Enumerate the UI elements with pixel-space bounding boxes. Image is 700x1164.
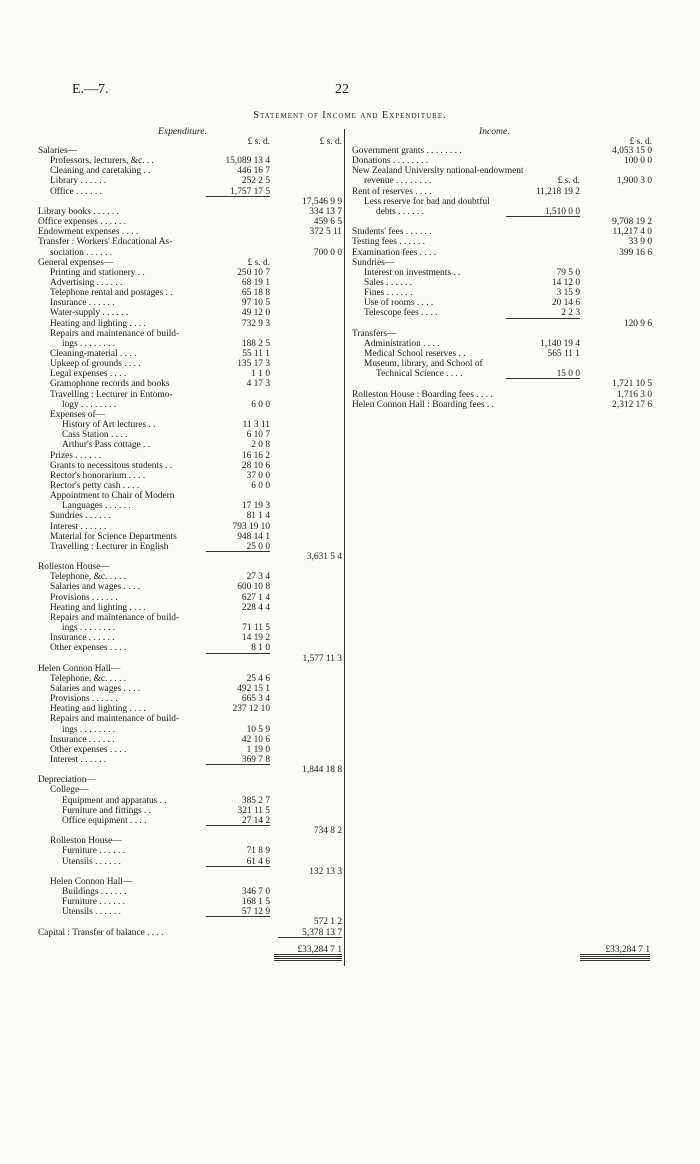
income-amount-c1: 14 12 0: [551, 277, 580, 288]
expenditure-row-label: Furniture and fittings . .: [62, 805, 152, 816]
expenditure-subtotal-rule: [278, 937, 342, 938]
expenditure-amount-c2: 5,378 13 7: [302, 927, 342, 938]
expenditure-amount-c1: 61 4 6: [246, 856, 270, 867]
expenditure-row-label: Helen Connon Hall—: [38, 663, 121, 674]
expenditure-row-label: Repairs and maintenance of build-: [50, 714, 180, 725]
expenditure-row-label: Equipment and apparatus . .: [62, 795, 167, 806]
expenditure-row-label: ings . . . . . . . .: [62, 338, 116, 349]
expenditure-row-label: Travelling : Lecturer in English: [50, 541, 169, 552]
expenditure-amount-c2: 734 8 2: [313, 826, 342, 837]
expenditure-amount-c1: 27 3 4: [246, 572, 270, 583]
expenditure-row-label: Appointment to Chair of Modern: [50, 491, 175, 502]
expenditure-amount-c2: 3,631 5 4: [306, 552, 342, 562]
expenditure-row-label: Prizes . . . . . .: [50, 450, 102, 461]
expenditure-amount-c1: 665 3 4: [241, 694, 270, 705]
income-amount-c2: 399 16 6: [619, 247, 652, 258]
expenditure-row-label: Heating and lighting . . . .: [50, 704, 146, 715]
expenditure-row-label: logy . . . . . . . .: [62, 399, 117, 410]
income-row-label: Technical Science . . . .: [376, 369, 463, 380]
expenditure-row-label: Transfer : Workers' Educational As-: [38, 237, 173, 248]
expenditure-row-label: Travelling : Lecturer in Entomo-: [50, 389, 173, 400]
expenditure-row-label: College—: [50, 785, 89, 796]
expenditure-amount-c1: 346 7 0: [241, 886, 270, 897]
expenditure-row-label: Upkeep of grounds . . . .: [50, 359, 141, 370]
statement-title-text: Statement of Income and Expenditure.: [253, 110, 447, 121]
expenditure-amount-c1: 600 10 8: [237, 582, 270, 593]
expenditure-amount-c1: 135 17 3: [237, 359, 270, 370]
expenditure-row-label: sociation . . . . . .: [50, 247, 112, 258]
expenditure-amount-c1: 42 10 6: [241, 734, 270, 745]
income-row-label: Transfers—: [352, 328, 397, 339]
income-row-label: revenue . . . . . . . .: [364, 176, 432, 187]
expenditure-amount-c1: 1 1 0: [251, 369, 270, 380]
expenditure-row-label: Endowment expenses . . . .: [38, 227, 139, 238]
expenditure-amount-c1: 1 19 0: [246, 744, 270, 755]
expenditure-row-label: Professors, lecturers, &c. . .: [50, 156, 154, 167]
expenditure-row-label: Interest . . . . . .: [50, 755, 107, 765]
expenditure-amount-c1: 2 0 8: [251, 440, 270, 451]
income-amount-c2: 1,721 10 5: [612, 379, 652, 390]
income-total-underline: [580, 958, 650, 961]
expenditure-amount-c1: 55 11 1: [242, 349, 270, 359]
income-amount-c2: 120 9 6: [623, 318, 652, 329]
expenditure-amount-c1: 14 19 2: [241, 633, 270, 644]
income-amount-c2: 9,708 19 2: [612, 217, 652, 228]
income-row-label: debts . . . . . .: [376, 206, 424, 217]
expenditure-row-label: Rolleston House—: [38, 562, 110, 573]
expenditure-row-label: Buildings . . . . . .: [62, 886, 127, 897]
page-number: 22: [335, 82, 349, 97]
expenditure-amount-c1: 57 12 9: [241, 907, 270, 918]
income-amount-c1: 3 15 9: [556, 288, 580, 299]
expenditure-amount-c1: 28 10 6: [241, 460, 270, 471]
expenditure-row-label: Rolleston House—: [50, 836, 122, 847]
expenditure-amount-c1: 1,757 17 5: [230, 186, 270, 197]
expenditure-amount-c2: 372 5 11: [309, 227, 342, 238]
income-amount-c2: 100 0 0: [623, 156, 652, 167]
expenditure-amount-c1: 237 12 10: [232, 704, 270, 715]
expenditure-amount-c1: 168 1 5: [241, 897, 270, 908]
income-row-label: Museum, library, and School of: [364, 359, 483, 370]
expenditure-amount-c2: 17,546 9 9: [302, 196, 342, 207]
expenditure-row-label: Languages . . . . . .: [62, 501, 131, 512]
expenditure-row-label: Rector's petty cash . . . .: [50, 480, 140, 491]
expenditure-amount-c1: 8 1 0: [251, 643, 270, 654]
expenditure-amount-c1: 6 0 0: [251, 399, 270, 410]
income-row-label: Testing fees . . . . . .: [352, 237, 426, 248]
expenditure-total: [274, 944, 342, 956]
expenditure-row-label: Office . . . . . .: [50, 186, 102, 197]
income-row-label: Donations . . . . . . . .: [352, 156, 429, 167]
income-row-label: New Zealand University national-endowment: [352, 166, 524, 177]
expenditure-row-label: Utensils . . . . . .: [62, 856, 121, 867]
expenditure-amount-c2: 572 1 2: [313, 917, 342, 928]
expenditure-row-label: Rector's honorarium . . . .: [50, 470, 146, 481]
expenditure-row-label: Expenses of—: [50, 409, 105, 420]
expenditure-heading: Expenditure.: [158, 126, 207, 137]
expenditure-row-label: Material for Science Departments: [50, 531, 177, 542]
expenditure-row-label: Cass Station . . . .: [62, 430, 128, 441]
statement-title: [0, 110, 700, 121]
expenditure-amount-c1: 49 12 0: [241, 308, 270, 319]
income-row-label: Interest on investments . .: [364, 267, 461, 278]
expenditure-amount-c1: 65 18 8: [241, 288, 270, 299]
income-row-label: Less reserve for bad and doubtful: [364, 196, 490, 207]
expenditure-amount-c1: 6 0 0: [251, 480, 270, 491]
expenditure-amount-c1: 10 5 9: [246, 724, 270, 735]
expenditure-amount-c1: 948 14 1: [237, 531, 270, 542]
expenditure-amount-c1: 228 4 4: [241, 602, 270, 613]
income-amount-c2: 4,053 15 0: [612, 146, 652, 156]
expenditure-amount-c1: 15,089 13 4: [225, 156, 270, 167]
expenditure-row-label: ings . . . . . . . .: [62, 724, 116, 735]
expenditure-amount-c1: 732 9 3: [241, 318, 270, 329]
expenditure-amount-c1: 4 17 3: [246, 379, 270, 390]
income-row-label: Rent of reserves . . . .: [352, 186, 432, 197]
income-amount-c2: 1,900 3 0: [616, 176, 652, 187]
expenditure-amount-c1: 385 2 7: [241, 795, 270, 806]
income-row-label: Use of rooms . . . .: [364, 298, 434, 309]
currency-header: £ s. d.: [629, 137, 652, 147]
expenditure-row-label: Library books . . . . . .: [38, 206, 119, 217]
expenditure-amount-c2: 334 13 7: [309, 206, 342, 217]
expenditure-amount-c1: 25 4 6: [246, 673, 270, 684]
income-row-label: Sales . . . . . .: [364, 277, 412, 288]
expenditure-amount-c1: 25 0 0: [246, 541, 270, 552]
expenditure-row-label: Other expenses . . . .: [50, 744, 127, 755]
expenditure-amount-c1: 492 15 1: [237, 683, 270, 694]
column-divider: [344, 129, 345, 966]
expenditure-row-label: Insurance . . . . . .: [50, 633, 115, 644]
income-amount-c1: £ s. d.: [557, 176, 580, 187]
expenditure-total-underline: [274, 958, 342, 961]
expenditure-row-label: Water-supply . . . . . .: [50, 308, 129, 319]
expenditure-row-label: Capital : Transfer of balance . . . .: [38, 927, 164, 938]
currency-header: £ s. d.: [319, 137, 342, 147]
expenditure-row-label: History of Art lectures . .: [62, 420, 156, 431]
income-row-label: Medical School reserves . .: [364, 349, 466, 359]
expenditure-row-label: Utensils . . . . . .: [62, 907, 121, 918]
income-amount-c1: 2 2 3: [561, 308, 580, 319]
expenditure-row-label: Arthur's Pass cottage . .: [62, 440, 151, 451]
expenditure-row-label: Cleaning and caretaking . .: [50, 166, 151, 177]
expenditure-row-label: Repairs and maintenance of build-: [50, 328, 180, 339]
expenditure-row-label: Telephone, &c. . . . .: [50, 572, 127, 583]
income-row-label: Rolleston House : Boarding fees . . . .: [352, 389, 493, 400]
expenditure-row-label: Repairs and maintenance of build-: [50, 612, 180, 623]
expenditure-amount-c1: 188 2 5: [241, 338, 270, 349]
income-row-label: Government grants . . . . . . . .: [352, 146, 462, 156]
expenditure-amount-c2: 459 6 5: [313, 217, 342, 228]
expenditure-row-label: Furniture . . . . . .: [62, 846, 126, 857]
income-amount-c2: 1,716 3 0: [616, 389, 652, 400]
expenditure-amount-c1: 17 19 3: [241, 501, 270, 512]
expenditure-amount-c2: 700 0 0: [313, 247, 342, 258]
expenditure-amount-c1: 71 11 5: [242, 623, 270, 634]
expenditure-row-label: Grants to necessitous students . .: [50, 460, 173, 471]
currency-header: £ s. d.: [247, 137, 270, 147]
expenditure-row-label: Telephone rental and postages . .: [50, 288, 173, 299]
expenditure-amount-c1: 369 7 8: [241, 755, 270, 765]
expenditure-row-label: Provisions . . . . . .: [50, 592, 118, 603]
report-reference: E.—7.: [72, 82, 109, 97]
expenditure-row-label: Office expenses . . . . . .: [38, 217, 127, 228]
income-heading: Income.: [479, 126, 510, 137]
expenditure-row-label: Salaries and wages . . . .: [50, 683, 141, 694]
expenditure-amount-c1: 81 1 4: [246, 511, 270, 522]
expenditure-amount-c1: 11 3 11: [242, 420, 270, 431]
income-total: [580, 944, 650, 956]
expenditure-amount-c1: 446 16 7: [237, 166, 270, 177]
expenditure-amount-c2: 1,577 11 3: [302, 653, 342, 664]
expenditure-amount-c1: £ s. d.: [247, 257, 270, 268]
expenditure-row-label: Sundries . . . . . .: [50, 511, 111, 522]
expenditure-amount-c2: 132 13 3: [309, 866, 342, 877]
expenditure-amount-c1: 68 19 1: [241, 277, 270, 288]
expenditure-total-value: £33,284 7 1: [297, 945, 342, 955]
expenditure-row-label: General expenses—: [38, 257, 114, 268]
income-amount-c2: 2,312 17 6: [612, 399, 652, 410]
income-row-label: Helen Connon Hall : Boarding fees . .: [352, 399, 494, 410]
expenditure-amount-c2: 1,844 18 8: [302, 765, 342, 776]
expenditure-amount-c1: 27 14 2: [241, 815, 270, 826]
income-row-label: Sundries—: [352, 257, 395, 268]
income-amount-c1: 1,510 0 0: [544, 206, 580, 217]
expenditure-row-label: Advertising . . . . . .: [50, 277, 123, 288]
expenditure-row-label: Furniture . . . . . .: [62, 897, 126, 908]
expenditure-amount-c1: 321 11 5: [237, 805, 270, 816]
income-amount-c1: 15 0 0: [556, 369, 580, 380]
expenditure-row-label: Depreciation—: [38, 775, 96, 786]
income-amount-c1: 11,218 19 2: [535, 186, 580, 197]
expenditure-row-label: Library . . . . . .: [50, 176, 107, 187]
income-row-label: Telescope fees . . . .: [364, 308, 438, 319]
expenditure-row-label: Legal expenses . . . .: [50, 369, 127, 380]
expenditure-row-label: Salaries and wages . . . .: [50, 582, 141, 593]
income-amount-c1: 79 5 0: [556, 267, 580, 278]
expenditure-amount-c1: 97 10 5: [241, 298, 270, 309]
income-amount-c2: 11,217 4 0: [612, 227, 652, 238]
expenditure-row-label: Heating and lighting . . . .: [50, 318, 146, 329]
expenditure-amount-c1: 71 8 9: [246, 846, 270, 857]
expenditure-amount-c1: 6 10 7: [246, 430, 270, 441]
expenditure-amount-c1: 37 0 0: [246, 470, 270, 481]
expenditure-row-label: Insurance . . . . . .: [50, 734, 115, 745]
income-amount-c1: 1,140 19 4: [540, 338, 580, 349]
income-amount-c2: 33 9 0: [628, 237, 652, 248]
expenditure-amount-c1: 627 1 4: [241, 592, 270, 603]
expenditure-row-label: Insurance . . . . . .: [50, 298, 115, 309]
income-row-label: Administration . . . .: [364, 338, 440, 349]
expenditure-row-label: Other expenses . . . .: [50, 643, 127, 654]
expenditure-row-label: Heating and lighting . . . .: [50, 602, 146, 613]
income-row: [352, 399, 652, 411]
expenditure-row-label: Gramophone records and books: [50, 379, 170, 390]
expenditure-row-label: Helen Connon Hall—: [50, 876, 133, 887]
expenditure-row-label: Cleaning-material . . . .: [50, 349, 137, 359]
expenditure-amount-c1: 16 16 2: [241, 450, 270, 461]
expenditure-row-label: Printing and stationery . .: [50, 267, 145, 278]
income-total-value: £33,284 7 1: [605, 945, 650, 955]
expenditure-row-label: Interest . . . . . .: [50, 521, 107, 532]
income-row-label: Examination fees . . . .: [352, 247, 437, 258]
expenditure-row-label: Telephone, &c. . . . .: [50, 673, 127, 684]
expenditure-amount-c1: 793 19 10: [232, 521, 270, 532]
expenditure-amount-c1: 250 10 7: [237, 267, 270, 278]
expenditure-row-label: Salaries—: [38, 146, 78, 156]
income-amount-c1: 20 14 6: [551, 298, 580, 309]
expenditure-amount-c1: 252 2 5: [241, 176, 270, 187]
expenditure-row-label: ings . . . . . . . .: [62, 623, 116, 634]
income-amount-c1: 565 11 1: [547, 349, 580, 359]
income-row-label: Fines . . . . . .: [364, 288, 413, 299]
income-row-label: Students' fees . . . . . .: [352, 227, 432, 238]
expenditure-row-label: Provisions . . . . . .: [50, 694, 118, 705]
expenditure-row-label: Office equipment . . . .: [62, 815, 147, 826]
